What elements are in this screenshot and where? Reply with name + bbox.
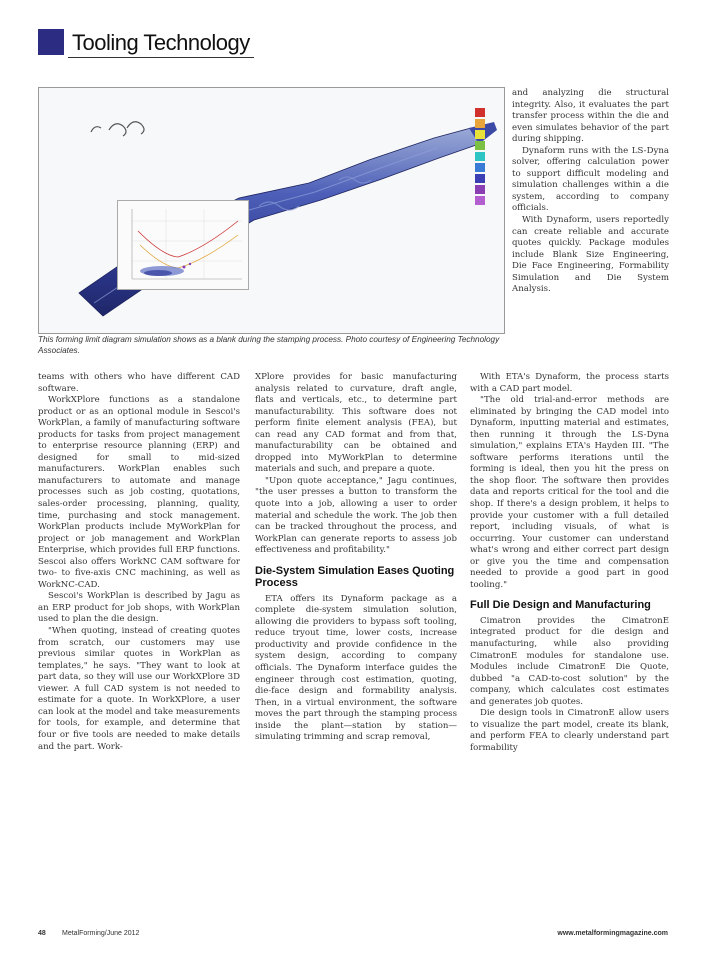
paragraph: and analyzing die structural integrity. Also, it evaluates the part transfer process within the die and even simulates behavior of the part during shipping. bbox=[512, 88, 669, 145]
legend-swatch bbox=[475, 163, 485, 172]
column-left bbox=[38, 372, 240, 753]
legend-swatch bbox=[475, 185, 485, 194]
paragraph: WorkXPlore functions as a standalone product or as an optional module in Sescoi's WorkPlan, a family of manufacturing software products for tasks from project management to enterprise resource planning (ERP) and designed for small to mid-sized manufacturers. WorkPlan enables such manufacturers to automate and manage processes such as job costing, quotations, sales-order processing, planning, quality, time, purchasing and stock management. WorkPlan products include MyWorkPlan for project or job management and WorkPlan Enterprise, which provides full ERP functions. Sescoi also offers WorkNC CAM software for two- to five-axis CNC machining, as well as WorkNC-CAD. bbox=[38, 395, 240, 590]
magazine-url: www.metalformingmagazine.com bbox=[557, 930, 668, 937]
paragraph: "Upon quote acceptance," Jagu continues, "the user presses a button to transform the quote into a job, allowing a user to order material and schedule the work. The job then can be tracked throughout the process, and WorkPlan can generate reports to assess job effectiveness and profitability." bbox=[255, 475, 457, 556]
paragraph: Dynaform runs with the LS-Dyna solver, offering calculation power to support difficult modeling and simulation challenges within a die system, according to company officials. bbox=[512, 145, 669, 214]
paragraph: With Dynaform, users reportedly can create reliable and accurate quotes quickly. Package modules include Blank Size Engineering, Die Face Engineering, Formability Simulation and Die System Analysis. bbox=[512, 215, 669, 295]
legend-swatch bbox=[475, 152, 485, 161]
figure-caption: This forming limit diagram simulation shows as a blank during the stamping process. Photo courtesy of Engineering Technology Associates. bbox=[38, 335, 500, 355]
legend-swatch bbox=[475, 196, 485, 205]
header-accent-box bbox=[38, 29, 64, 55]
paragraph: Sescoi's WorkPlan is described by Jagu as an ERP product for job shops, with WorkPlan used to plan the die design. bbox=[38, 591, 240, 625]
legend-swatch bbox=[475, 141, 485, 150]
subheading: Die-System Simulation Eases Quoting Process bbox=[255, 564, 455, 590]
forming-limit-inset bbox=[117, 200, 249, 290]
page-number: 48 bbox=[38, 930, 46, 937]
magazine-issue: MetalForming/June 2012 bbox=[62, 930, 140, 937]
subheading: Full Die Design and Manufacturing bbox=[470, 599, 651, 612]
legend-swatch bbox=[475, 174, 485, 183]
paragraph: teams with others who have different CAD software. bbox=[38, 372, 240, 394]
paragraph: XPlore provides for basic manufacturing analysis related to curvature, draft angle, flats and verticals, etc., to determine part manufacturability. This software does not perform finite element analysis (FEA), but can read any CAD format and from that, manufacturability can be obtained and dropped into MyWorkPlan to determine materials and such, and prepare a quote. bbox=[255, 372, 457, 475]
header-rule bbox=[68, 57, 254, 58]
legend-swatch bbox=[475, 108, 485, 117]
simulation-figure bbox=[38, 87, 505, 334]
forming-limit-curve bbox=[118, 201, 248, 289]
paragraph: "When quoting, instead of creating quotes from scratch, our customers may use previous similar quotes in WorkPlan as templates," he says. "They want to look at part data, so they will use our WorkXPlore 3D viewer. A full CAD system is not needed to estimate for a quote. In WorkXPlore, a user can look at the model and take measurements for tools, for example, and determine that four or five tools are needed to make details and the part. Work- bbox=[38, 626, 240, 752]
page-footer bbox=[38, 930, 668, 942]
section-title: Tooling Technology bbox=[72, 30, 250, 55]
paragraph: Die design tools in CimatronE allow users to visualize the part model, create its blank, and perform FEA to clearly understand part formability bbox=[470, 708, 669, 753]
legend-swatch bbox=[475, 119, 485, 128]
paragraph: ETA offers its Dynaform package as a complete die-system simulation solution, allowing die providers to bypass soft tooling, reduce tryout time, lower costs, increase productivity and provide confidence in the system design, according to company officials. The Dynaform interface guides the engineer through cost estimation, quoting, die-face design and formability analysis. Then, in a virtual environment, the software moves the part through the stamping process inside the plant—station by station—simulating trimming and scrap removal, bbox=[255, 593, 457, 743]
column-right-top bbox=[512, 88, 669, 296]
legend-swatch bbox=[475, 130, 485, 139]
column-middle bbox=[255, 372, 457, 744]
paragraph: "The old trial-and-error methods are eliminated by bringing the CAD model into Dynaform, inputting material and estimates, then running it through the LS-Dyna simulation," explains ETA's Hayden III. "The software performs iterations until the forming is ideal, then you hit the press on the shop floor. The software then provides data and reports critical for the tool and die shop. If there's a design problem, it helps to provide your customer with a full detailed report, including visuals, of what is occurring. Your customer can understand what's wrong and either correct part design or give you the time and compensation needed to provide a good part in good tooling." bbox=[470, 395, 669, 590]
paragraph: Cimatron provides the CimatronE integrated product for die design and manufacturing, while also providing CimatronE modules for standalone use. Modules include CimatronE Die Quote, dubbed "a CAD-to-cost solution" by the company, which calculates cost estimates and generates job quotes. bbox=[470, 615, 669, 707]
column-right bbox=[470, 372, 669, 754]
section-header bbox=[38, 24, 254, 60]
color-legend bbox=[475, 108, 485, 207]
blank-simulation-image bbox=[39, 88, 504, 333]
paragraph: With ETA's Dynaform, the process starts with a CAD part model. bbox=[470, 372, 669, 394]
